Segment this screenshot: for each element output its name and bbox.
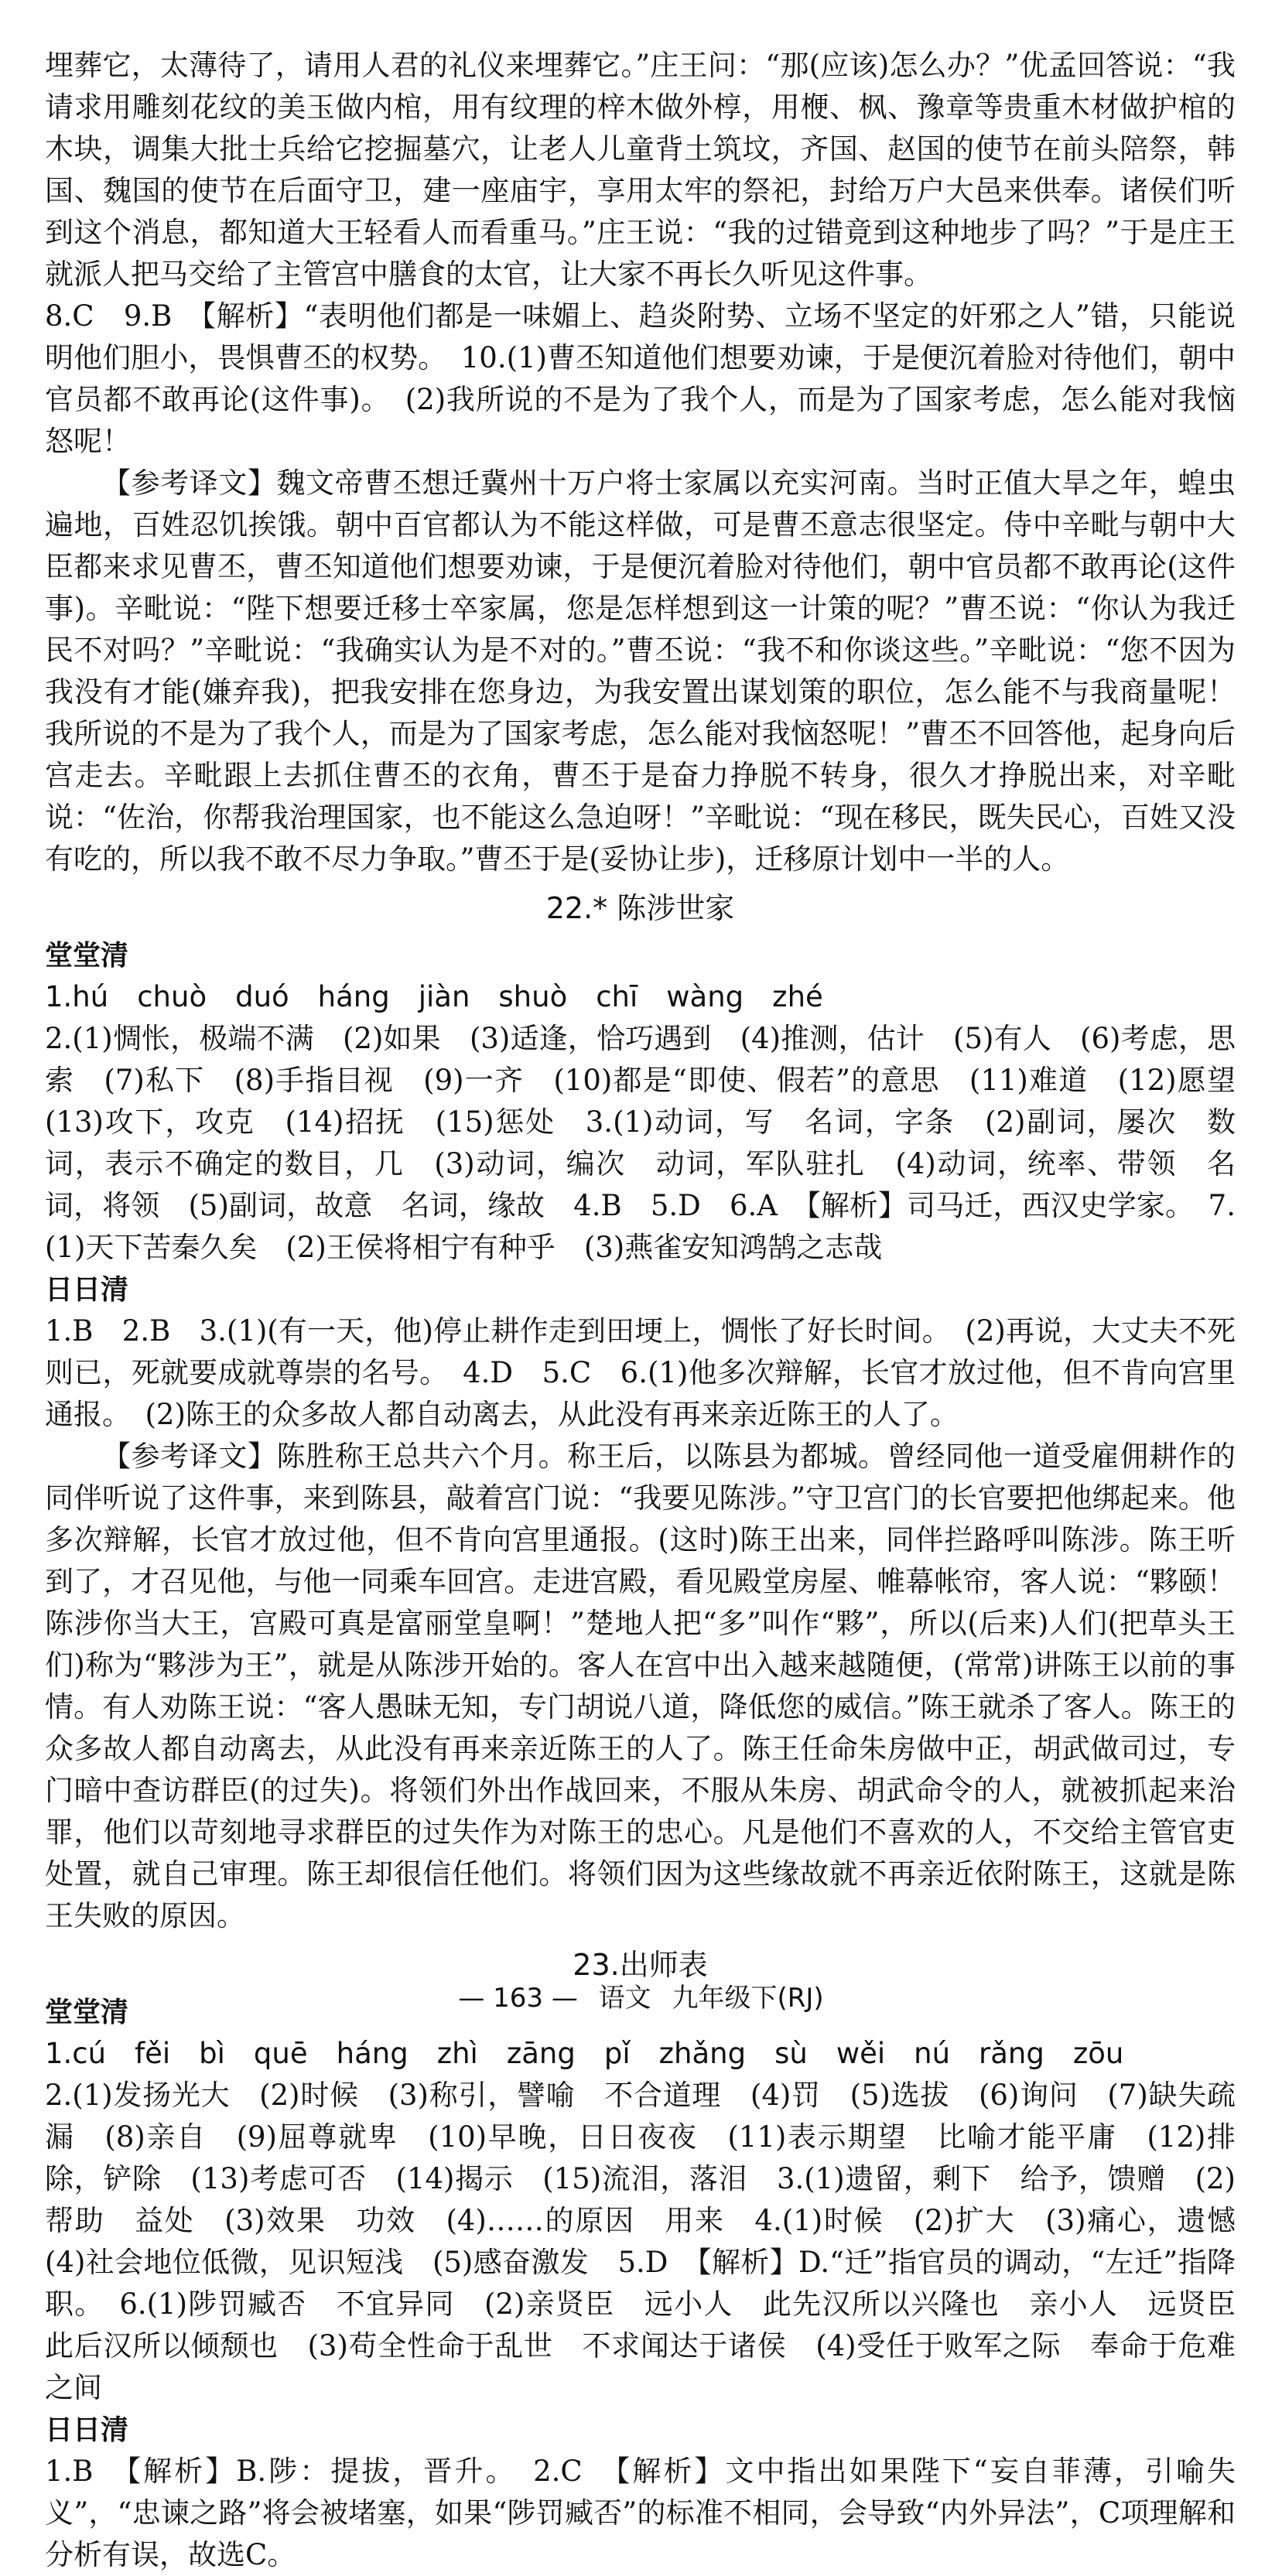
ririqing-heading-22: 日日清 <box>45 1274 129 1306</box>
reference-translation-paragraph: 【参考译文】魏文帝曹丕想迁冀州十万户将士家属以充实河南。当时正值大旱之年，蝗虫遍地，百姓忍饥挨饿。朝中百官都认为不能这样做，可是曹丕意志很坚定。侍中辛毗与朝中大臣都来求见曹丕，曹丕知道他们想要劝谏，于是便沉着脸对待他们，朝中官员都不敢再论(这件事)。辛毗说：“陛下想要迁移士卒家属，您是怎样想到这一计策的呢？”曹丕说：“你认为我迁民不对吗？”辛毗说：“我确实认为是不对的。”曹丕说：“我不和你谈这些。”辛毗说：“您不因为我没有才能(嫌弃我)，把我安排在您身边，为我安置出谋划策的职位，怎么能不与我商量呢！我所说的不是为了我个人，而是为了国家考虑，怎么能对我恼怒呢！”曹丕不回答他，起身向后宫走去。辛毗跟上去抓住曹丕的衣角，曹丕于是奋力挣脱不转身，很久才挣脱出来，对辛毗说：“佐治，你帮我治理国家，也不能这么急迫呀！”辛毗说：“现在移民，既失民心，百姓又没有吃的，所以我不敢不尽力争取。”曹丕于是(妥协让步)，迁移原计划中一半的人。 <box>45 466 1236 876</box>
ririqing-answers-23: 1.B 【解析】B.陟：提拔，晋升。 2.C 【解析】文中指出如果陛下“妄自菲薄，引喻失义”，“忠谏之路”将会被堵塞，如果“陟罚臧否”的标准不相同，会导致“内外异法”，C项理解和分析有误，故选C。 <box>45 2455 1236 2571</box>
pinyin-answers-22: 1.hú chuò duó háng jiàn shuò chī wàng zhé <box>45 980 823 1013</box>
ririqing-heading-23: 日日清 <box>45 2414 129 2446</box>
section-title-22: 22.* 陈涉世家 <box>545 891 735 925</box>
tangtangqing-heading-22: 堂堂清 <box>45 940 129 972</box>
footer-subject: 语文 <box>598 1983 651 2014</box>
tangtangqing-answers-23: 2.(1)发扬光大 (2)时候 (3)称引，譬喻 不合道理 (4)罚 (5)选拔 (6)询问 (7)缺失疏漏 (8)亲自 (9)屈尊就卑 (10)早晚，日日夜夜 (11)表示期望 比喻才能平庸 (12)排除，铲除 (13)考虑可否 (14)揭示 (15)流泪，落泪 3.(1)遗留，剩下 给予，馈赠 (2)帮助 益处 (3)效果 功效 (4)……的原因 用来 4.(1)时候 (2)扩大 (3)痛心，遗憾 (4)社会地位低微，见识短浅 (5)感奋激发 5.D 【解析】D.“迁”指官员的调动，“左迁”指降职。 6.(1)陟罚臧否 不宜异同 (2)亲贤臣 远小人 此先汉所以兴隆也 亲小人 远贤臣 此后汉所以倾颓也 (3)苟全性命于乱世 不求闻达于诸侯 (4)受任于败军之际 奉命于危难之间 <box>45 2079 1264 2404</box>
pinyin-answers-23: 1.cú fěi bì quē háng zhì zāng pǐ zhǎng sù wěi nú rǎng zōu <box>45 2037 1124 2070</box>
continued-translation-paragraph: 埋葬它，太薄待了，请用人君的礼仪来埋葬它。”庄王问：“那(应该)怎么办？”优孟回答说：“我请求用雕刻花纹的美玉做内棺，用有纹理的梓木做外椁，用楩、枫、豫章等贵重木材做护棺的木块，调集大批士兵给它挖掘墓穴，让老人儿童背土筑坟，齐国、赵国的使节在前头陪祭，韩国、魏国的使节在后面守卫，建一座庙宇，享用太牢的祭祀，封给万户大邑来供奉。诸侯们听到这个消息，都知道大王轻看人而看重马。”庄王说：“我的过错竟到这种地步了吗？”于是庄王就派人把马交给了主管宫中膳食的太官，让大家不再长久听见这件事。 <box>45 49 1236 291</box>
ririqing-answers-22: 1.B 2.B 3.(1)(有一天，他)停止耕作走到田埂上，惆怅了好长时间。 (2)再说，大丈夫不死则已，死就要成就尊崇的名号。 4.D 5.C 6.(1)他多次辩解，长官才放过他，但不肯向宫里通报。 (2)陈王的众多故人都自动离去，从此没有再来亲近陈王的人了。 <box>45 1314 1236 1431</box>
page-footer <box>0 1979 1282 2017</box>
section-title-23: 23.出师表 <box>573 1948 708 1982</box>
answers-8-10-paragraph: 8.C 9.B 【解析】“表明他们都是一味媚上、趋炎附势、立场不坚定的奸邪之人”错，只能说明他们胆小，畏惧曹丕的权势。 10.(1)曹丕知道他们想要劝谏，于是便沉着脸对待他们，朝中官员都不敢再论(这件事)。 (2)我所说的不是为了我个人，而是为了国家考虑，怎么能对我恼怒呢！ <box>45 299 1236 458</box>
footer-grade: 九年级下(RJ) <box>672 1983 824 2014</box>
reference-translation-22: 【参考译文】陈胜称王总共六个月。称王后，以陈县为都城。曾经同他一道受雇佣耕作的同伴听说了这件事，来到陈县，敲着宫门说：“我要见陈涉。”守卫宫门的长官要把他绑起来。他多次辩解，长官才放过他，但不肯向宫里通报。(这时)陈王出来，同伴拦路呼叫陈涉。陈王听到了，才召见他，与他一同乘车回宫。走进宫殿，看见殿堂房屋、帷幕帐帘，客人说：“夥颐！陈涉你当大王，宫殿可真是富丽堂皇啊！”楚地人把“多”叫作“夥”，所以(后来)人们(把草头王们)称为“夥涉为王”，就是从陈涉开始的。客人在宫中出入越来越随便，(常常)讲陈王以前的事情。有人劝陈王说：“客人愚昧无知，专门胡说八道，降低您的威信。”陈王就杀了客人。陈王的众多故人都自动离去，从此没有再来亲近陈王的人了。陈王任命朱房做中正，胡武做司过，专门暗中查访群臣(的过失)。将领们外出作战回来，不服从朱房、胡武命令的人，就被抓起来治罪，他们以苛刻地寻求群臣的过失作为对陈王的忠心。凡是他们不喜欢的人，不交给主管官吏处置，就自己审理。陈王却很信任他们。将领们因为这些缘故就不再亲近依附陈王，这就是陈王失败的原因。 <box>45 1440 1236 1932</box>
page-number: — 163 — <box>458 1983 578 2014</box>
tangtangqing-answers-22: 2.(1)惆怅，极端不满 (2)如果 (3)适逢，恰巧遇到 (4)推测，估计 (5)有人 (6)考虑，思索 (7)私下 (8)手指目视 (9)一齐 (10)都是“即使、假若”的意思 (11)难道 (12)愿望 (13)攻下，攻克 (14)招抚 (15)惩处 3.(1)动词，写 名词，字条 (2)副词，屡次 数词，表示不确定的数目，几 (3)动词，编次 动词，军队驻扎 (4)动词，统率、带领 名词，将领 (5)副词，故意 名词，缘故 4.B 5.D 6.A 【解析】司马迁，西汉史学家。 7.(1)天下苦秦久矣 (2)王侯将相宁有种乎 (3)燕雀安知鸿鹄之志哉 <box>45 1022 1264 1264</box>
tangtangqing-heading-23: 堂堂清 <box>45 1997 129 2028</box>
